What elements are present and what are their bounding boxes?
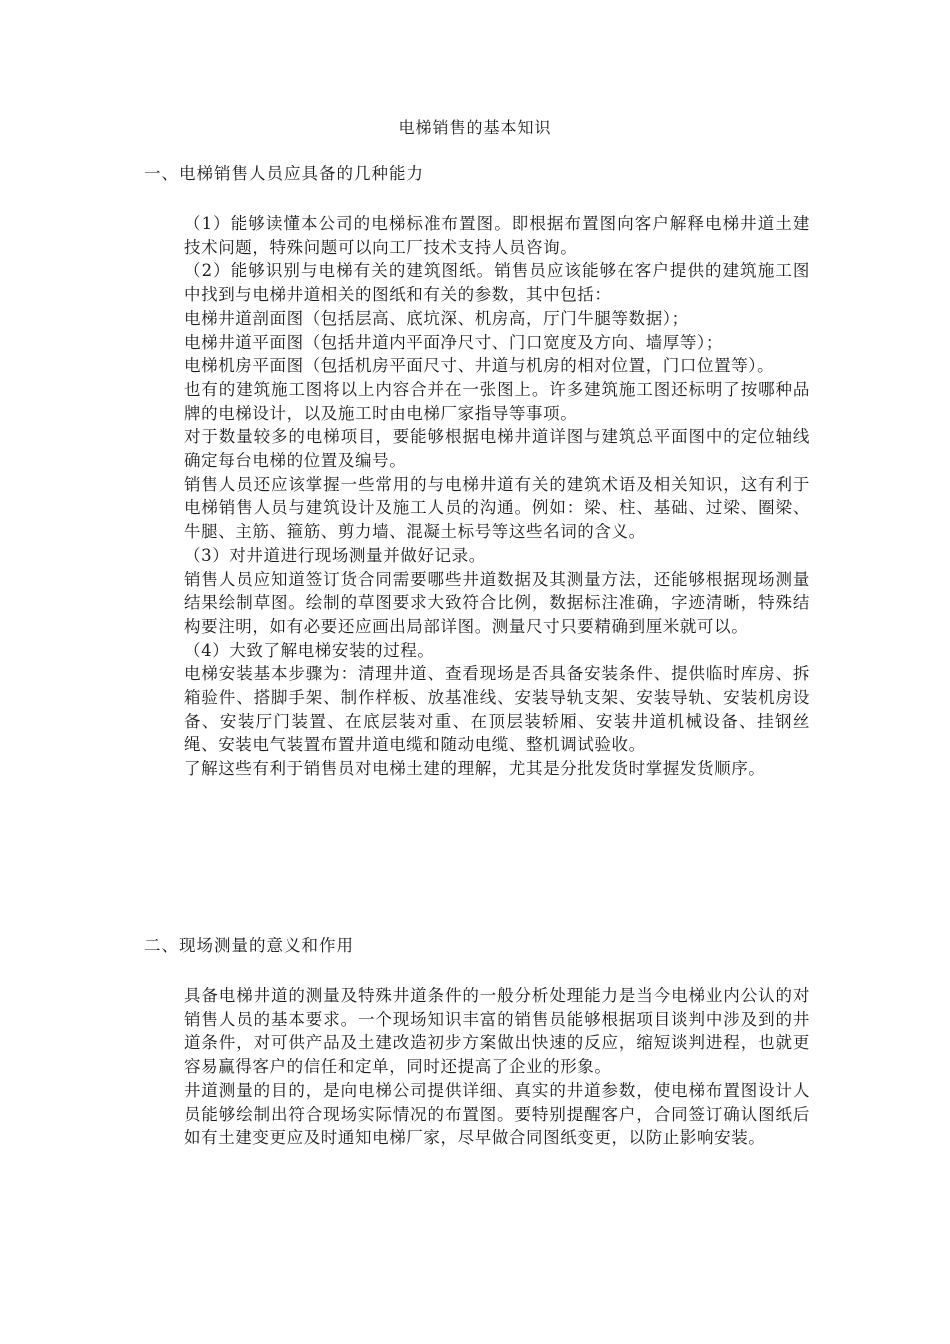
paragraph: 井道测量的目的，是向电梯公司提供详细、真实的井道参数，使电梯布置图设计人员能够绘制出符合现场实际情况的布置图。要特别提醒客户，合同签订确认图纸后如有土建变更应及时通知电梯厂家，尽早做合同图纸变更，以防止影响安装。 (184, 1080, 810, 1148)
paragraph: 对于数量较多的电梯项目，要能够根据电梯井道详图与建筑总平面图中的定位轴线确定每台电梯的位置及编号。 (184, 427, 810, 471)
paragraph: 销售人员应知道签订货合同需要哪些井道数据及其测量方法，还能够根据现场测量结果绘制草图。绘制的草图要求大致符合比例，数据标注准确，字迹清晰，特殊结构要注明，如有必要还应画出局部详图。测量尺寸只要精确到厘米就可以。 (184, 569, 810, 636)
section-2-body (184, 984, 810, 1150)
paragraph: 电梯井道剖面图（包括层高、底坑深、机房高，厅门牛腿等数据）； (184, 308, 689, 328)
paragraph: 具备电梯井道的测量及特殊井道条件的一般分析处理能力是当今电梯业内公认的对销售人员的基本要求。一个现场知识丰富的销售员能够根据项目谈判中涉及到的井道条件，对可供产品及土建改造初步方案做出快速的反应，缩短谈判进程，也就更容易赢得客户的信任和定单，同时还提高了企业的形象。 (184, 986, 810, 1077)
paragraph: 也有的建筑施工图将以上内容合并在一张图上。许多建筑施工图还标明了按哪种品牌的电梯设计，以及施工时由电梯厂家指导等事项。 (184, 379, 810, 423)
paragraph: 电梯安装基本步骤为：清理井道、查看现场是否具备安装条件、提供临时库房、拆箱验件、搭脚手架、制作样板、放基准线、安装导轨支架、安装导轨、安装机房设备、安装厅门装置、在底层装对重、在顶层装轿厢、安装井道机械设备、挂钢丝绳、安装电气装置布置井道电缆和随动电缆、整机调试验收。 (184, 664, 810, 755)
paragraph: 电梯机房平面图（包括机房平面尺寸、井道与机房的相对位置，门口位置等）。 (184, 356, 775, 376)
paragraph: 了解这些有利于销售员对电梯土建的理解，尤其是分批发货时掌握发货顺序。 (184, 759, 766, 779)
section-heading-2: 二、现场测量的意义和作用 (144, 936, 354, 955)
document-title: 电梯销售的基本知识 (398, 118, 552, 137)
section-1-body (184, 212, 810, 781)
section-heading-1: 一、电梯销售人员应具备的几种能力 (144, 164, 424, 183)
paragraph: 电梯井道平面图（包括井道内平面净尺寸、门口宽度及方向、墙厚等）； (184, 332, 723, 352)
paragraph: （3）对井道进行现场测量并做好记录。 (184, 545, 486, 565)
paragraph: （4）大致了解电梯安装的过程。 (184, 640, 435, 660)
paragraph: （2）能够识别与电梯有关的建筑图纸。销售员应该能够在客户提供的建筑施工图中找到与电梯井道相关的图纸和有关的参数，其中包括： (184, 261, 810, 305)
paragraph: （1）能够读懂本公司的电梯标准布置图。即根据布置图向客户解释电梯井道土建技术问题，特殊问题可以向工厂技术支持人员咨询。 (184, 214, 810, 257)
paragraph: 销售人员还应该掌握一些常用的与电梯井道有关的建筑术语及相关知识，这有利于电梯销售人员与建筑设计及施工人员的沟通。例如：梁、柱、基础、过梁、圈梁、牛腿、主筋、箍筋、剪力墙、混凝土标号等这些名词的含义。 (184, 474, 810, 542)
